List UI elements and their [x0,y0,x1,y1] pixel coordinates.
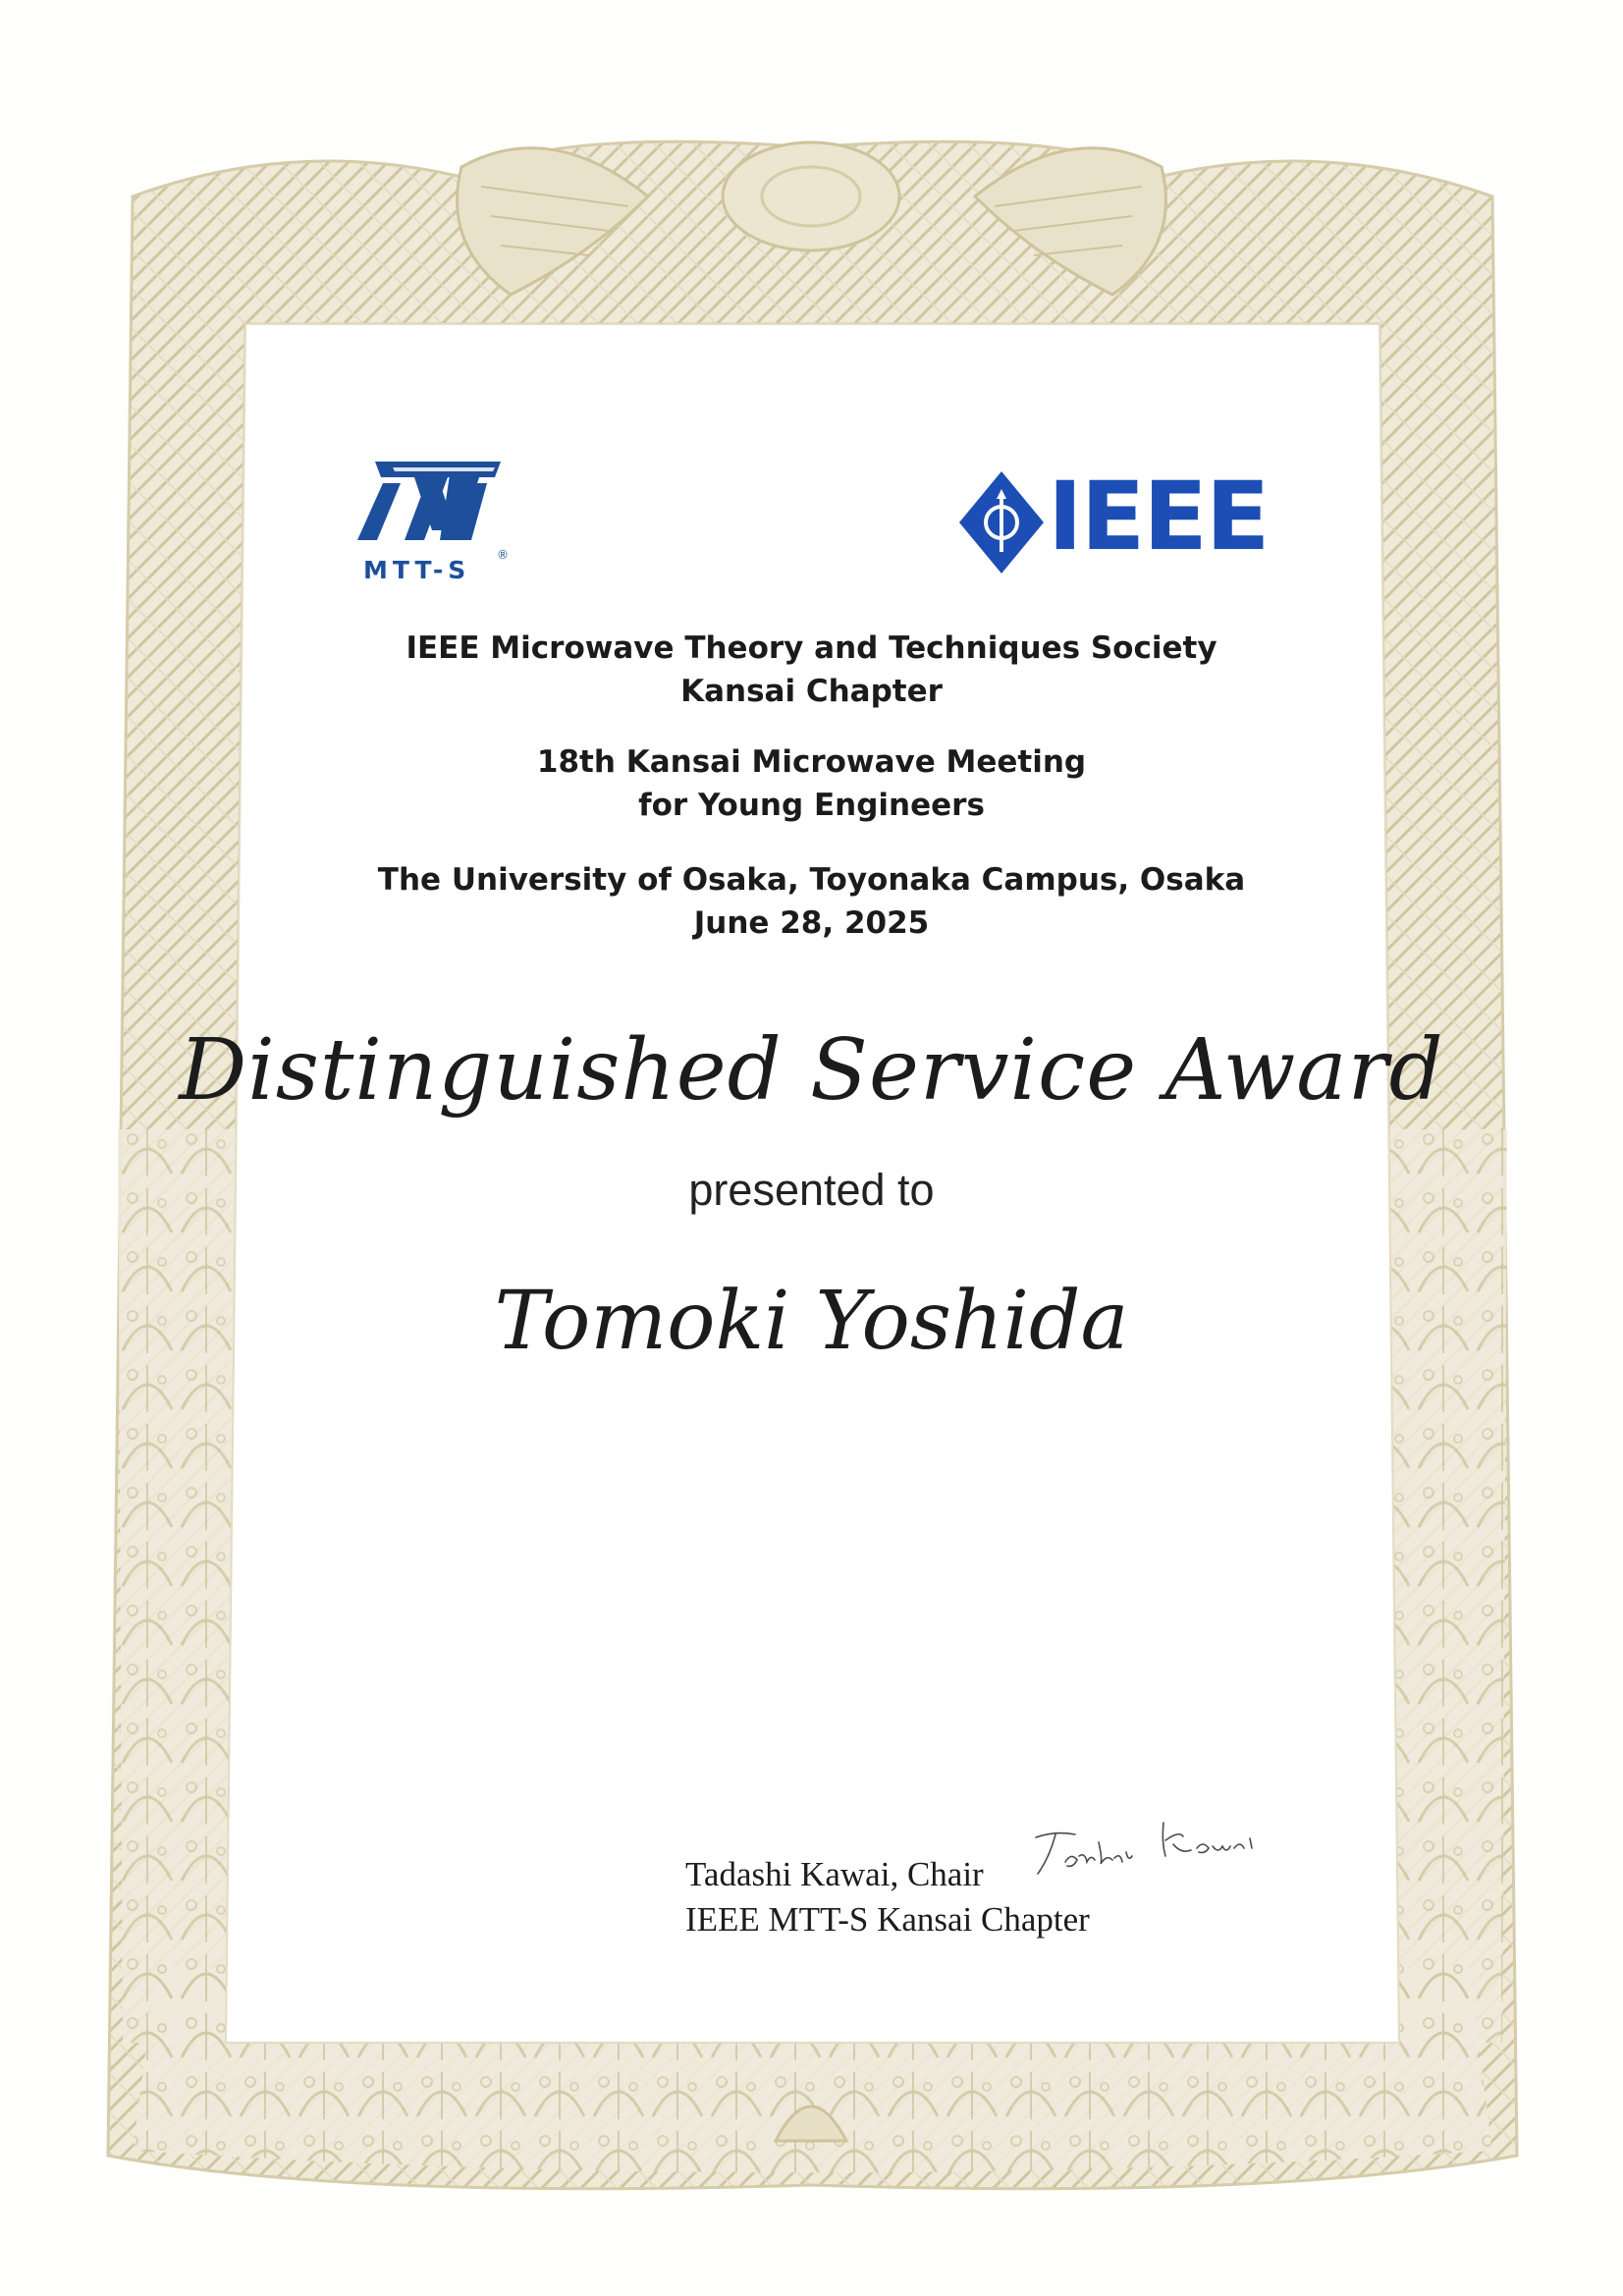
venue: The University of Osaka, Toyonaka Campus, Osaka [377,862,1246,898]
meeting-line-1: 18th Kansai Microwave Meeting [536,744,1087,780]
society-line-1: IEEE Microwave Theory and Techniques Society [406,630,1217,666]
registered-mark: ® [497,548,509,562]
signatory-name-title: Tadashi Kawai, Chair [685,1855,984,1893]
ieee-diamond-icon [957,469,1046,575]
society-heading [0,627,1623,713]
meeting-heading [0,740,1623,827]
ieee-logo [957,462,1269,577]
date: June 28, 2025 [693,905,930,941]
award-title: Distinguished Service Award [179,1021,1444,1120]
mtts-logo-text: MTT-S [363,556,471,584]
mtts-emblem-icon [353,454,520,552]
handwritten-signature [1016,1813,1271,1891]
venue-date [0,858,1623,945]
society-line-2: Kansai Chapter [680,674,943,709]
signatory-organization: IEEE MTT-S Kansai Chapter [685,1900,1090,1939]
presented-to: presented to [688,1165,935,1215]
meeting-line-2: for Young Engineers [638,788,985,823]
recipient-name: Tomoki Yoshida [494,1275,1129,1368]
ieee-logo-text: IEEE [1048,462,1269,572]
mtts-logo [353,454,520,589]
